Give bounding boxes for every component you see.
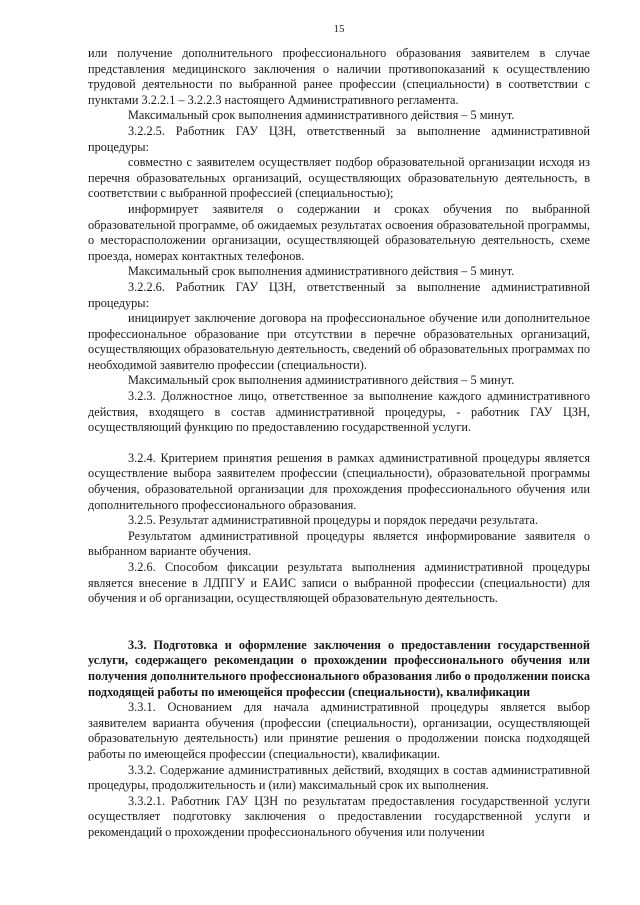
document-page (88, 22, 590, 892)
paragraph-3-3-2: 3.3.2. Содержание административных действий, входящих в состав административной процедуры, продолжительность и (или) максимальный срок их выполнения. (88, 762, 590, 793)
paragraph-3-2-6: 3.2.6. Способом фиксации результата выполнения административной процедуры является внесение в ЛДПГУ и ЕАИС записи о выбранной профессии (специальности) для обучения и об организации, осуществляющей образовательную деятельность. (88, 560, 590, 606)
paragraph-3-2-5: 3.2.5. Результат административной процедуры и порядок передачи результата. (128, 513, 539, 528)
paragraph-3-3-2-1: 3.3.2.1. Работник ГАУ ЦЗН по результатам предоставления государственной услуги осуществляет подготовку заключения о предоставлении государственной услуги и рекомендаций о прохождении профессионального обучения или получении (88, 793, 590, 839)
paragraph-3-2-4: 3.2.4. Критерием принятия решения в рамках административной процедуры является осуществление выбора заявителем профессии (специальности), образовательной программы обучения, образовательной организации для прохождения профессионального обучения или дополнительного профессионального образования. (88, 450, 590, 512)
paragraph-max-time: Максимальный срок выполнения административного действия – 5 минут. (128, 264, 515, 279)
paragraph-3-3-1: 3.3.1. Основанием для начала административной процедуры является выбор заявителем варианта обучения (профессии (специальности), организации, осуществляющей образовательную деятельность) или принятие решения о продолжении поиска подходящей работы по имеющейся профессии (специальности), квалификации. (88, 700, 590, 761)
paragraph-3-2-2-5: 3.2.2.5. Работник ГАУ ЦЗН, ответственный за выполнение административной процедуры: (88, 123, 590, 154)
page-number: 15 (333, 23, 345, 35)
paragraph-initiate-contract: инициирует заключение договора на профессиональное обучение или дополнительное профессиональное образование при отсутствии в перечне образовательных организаций, осуществляющих образовательную деятельность, сведений об образовательных программах по необходимой заявителю профессии (специальности). (88, 311, 590, 372)
paragraph-result: Результатом административной процедуры является информирование заявителя о выбранном варианте обучения. (88, 528, 590, 559)
paragraph-3-2-3: 3.2.3. Должностное лицо, ответственное за выполнение каждого административного действия, входящего в состав административной процедуры, - работник ГАУ ЦЗН, осуществляющий функцию по предоставлению государственной услуги. (88, 389, 590, 435)
paragraph-3-2-2-6: 3.2.2.6. Работник ГАУ ЦЗН, ответственный за выполнение административной процедуры: (88, 279, 590, 310)
paragraph-select-organization: совместно с заявителем осуществляет подбор образовательной организации исходя из перечня образовательных организаций, осуществляющих образовательную деятельность, в соответствии с выбранной профессией (специальностью); (88, 155, 590, 201)
paragraph-max-time: Максимальный срок выполнения административного действия – 5 минут. (128, 373, 515, 388)
paragraph-max-time: Максимальный срок выполнения административного действия – 5 минут. (128, 108, 515, 123)
section-heading-3-3: 3.3. Подготовка и оформление заключения о предоставлении государственной услуги, содержащего рекомендации о прохождении профессионального обучения или получения дополнительного профессионального образования либо о продолжении поиска подходящей работы по имеющейся профессии (специальности), квалификации (88, 637, 590, 699)
paragraph-inform-applicant: информирует заявителя о содержании и сроках обучения по выбранной образовательной программе, об ожидаемых результатах освоения образовательной программы, о месторасположении организации, осуществляющей образовательную деятельность, схеме проезда, номерах контактных телефонов. (88, 201, 590, 263)
paragraph-continuation: или получение дополнительного профессионального образования заявителем в случае представления медицинского заключения о наличии противопоказаний к осуществлению трудовой деятельности по выбранной ранее профессии (специальности) в соответствии с пунктами 3.2.2.1 – 3.2.2.3 настоящего Административного регламента. (88, 46, 590, 107)
